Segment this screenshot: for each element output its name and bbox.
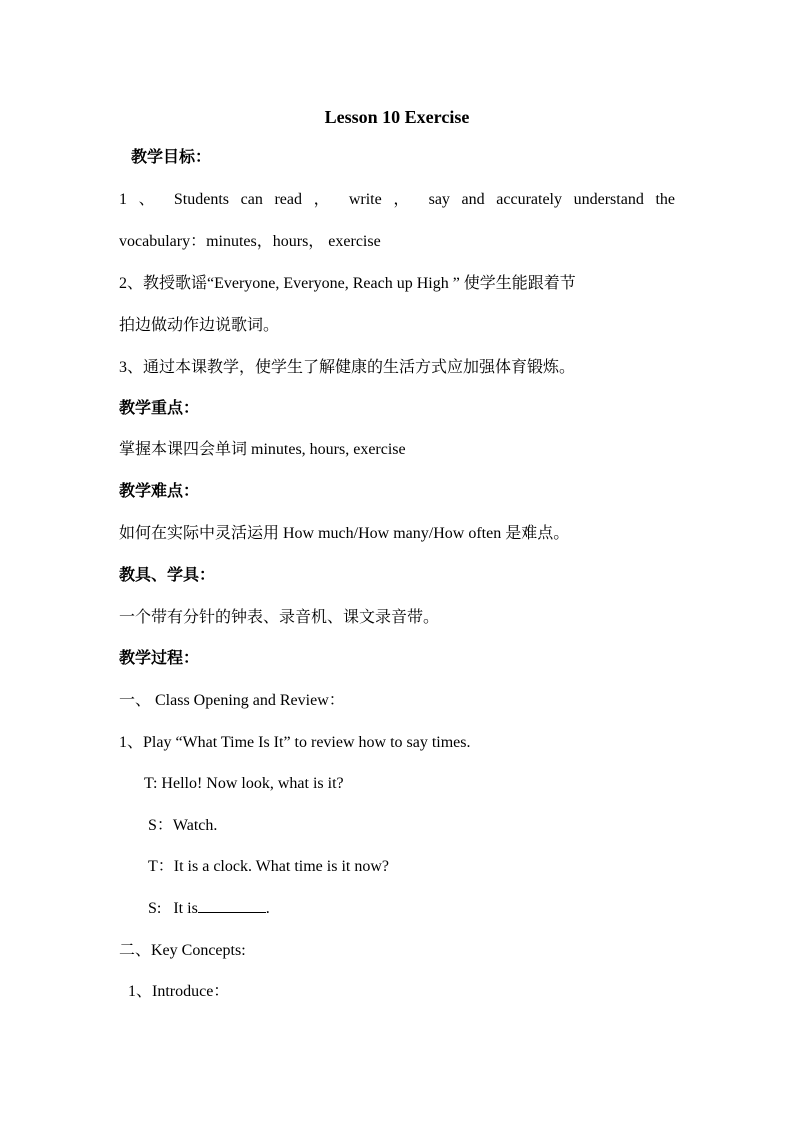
answer-blank xyxy=(198,898,266,913)
objective-1-line-1: 1 、 Students can read ， write ， say and accurately understand the xyxy=(119,191,675,208)
section-1-heading: 一、 Class Opening and Review： xyxy=(119,692,345,709)
section-2-heading: 二、Key Concepts: xyxy=(119,942,246,959)
key-points-heading: 教学重点： xyxy=(119,400,200,417)
dialog-line-1: T: Hello! Now look, what is it? xyxy=(144,775,344,792)
step-1: 1、Play “What Time Is It” to review how to say times. xyxy=(119,734,471,751)
dialog-line-2: S：Watch. xyxy=(148,817,218,834)
dialog-line-4-prefix: S: It is xyxy=(148,900,198,917)
objective-1-line-2: vocabulary：minutes，hours， exercise xyxy=(119,233,381,250)
objective-2-line-2: 拍边做动作边说歌词。 xyxy=(119,317,280,334)
objective-3: 3、通过本课教学，使学生了解健康的生活方式应加强体育锻炼。 xyxy=(119,359,576,376)
aids-heading: 教具、学具： xyxy=(119,567,216,584)
process-heading: 教学过程： xyxy=(119,650,200,667)
dialog-line-3: T：It is a clock. What time is it now? xyxy=(148,858,389,875)
document-title: Lesson 10 Exercise xyxy=(324,107,470,127)
objective-2-line-1: 2、教授歌谣“Everyone, Everyone, Reach up High ” 使学生能跟着节 xyxy=(119,275,576,292)
step-2: 1、Introduce： xyxy=(128,983,230,1000)
aids-text: 一个带有分针的钟表、录音机、课文录音带。 xyxy=(119,609,440,626)
difficulties-heading: 教学难点： xyxy=(119,483,200,500)
key-points-text: 掌握本课四会单词 minutes, hours, exercise xyxy=(119,441,406,458)
dialog-line-4 xyxy=(148,897,704,921)
difficulties-text: 如何在实际中灵活运用 How much/How many/How often 是难点。 xyxy=(119,525,570,542)
dialog-line-4-suffix: . xyxy=(265,900,270,917)
objectives-heading: 教学目标： xyxy=(131,149,212,166)
